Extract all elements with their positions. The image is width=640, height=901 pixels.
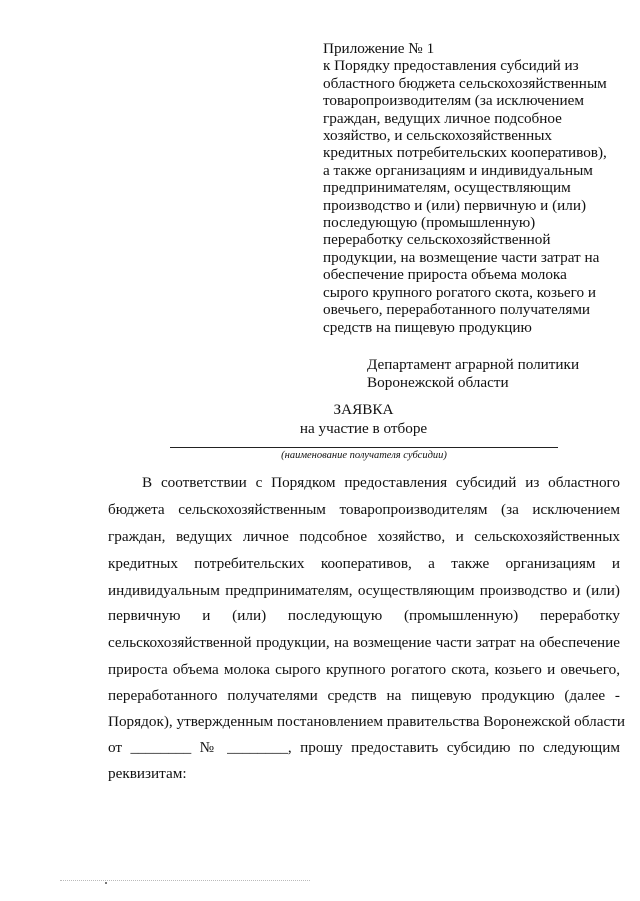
body-line: кредитных потребительских кооперативов, а также организациям и xyxy=(108,555,620,572)
appendix-line: овечьего, переработанного получателями xyxy=(323,301,591,319)
appendix-line: граждан, ведущих личное подсобное xyxy=(323,109,562,127)
body-line: переработанного получателями средств на пищевую продукцию (далее - xyxy=(108,687,620,704)
appendix-line: хозяйство, и сельскохозяйственных xyxy=(323,127,552,145)
appendix-block xyxy=(323,40,623,336)
scan-edge-line xyxy=(60,880,310,881)
body-line: реквизитам: xyxy=(108,765,187,782)
recipient-name-line xyxy=(170,447,558,448)
appendix-line: Приложение № 1 xyxy=(323,40,435,57)
appendix-line: кредитных потребительских кооперативов), xyxy=(323,144,607,162)
addressee-line: Воронежской области xyxy=(367,374,509,391)
body-line: граждан, ведущих личное подсобное хозяйство, и сельскохозяйственных xyxy=(108,528,620,545)
appendix-line: средств на пищевую продукцию xyxy=(323,318,532,336)
appendix-line: сырого крупного рогатого скота, козьего и xyxy=(323,283,597,301)
body-line: сельскохозяйственной продукции, на возмещение части затрат на обеспечение xyxy=(108,634,620,651)
body-line: индивидуальным предпринимателям, осуществляющим производство и (или) xyxy=(108,582,620,599)
body-line: бюджета сельскохозяйственным товаропроизводителям (за исключением xyxy=(108,501,620,518)
recipient-name-caption: (наименование получателя субсидии) xyxy=(281,450,447,461)
body-line: первичную и (или) последующую (промышленную) переработку xyxy=(108,607,620,624)
appendix-line: а также организациям и индивидуальным xyxy=(323,161,593,179)
appendix-line: предпринимателям, осуществляющим xyxy=(323,179,571,197)
body-line: прироста объема молока сырого крупного рогатого скота, козьего и овечьего, xyxy=(108,661,620,678)
addressee-line: Департамент аграрной политики xyxy=(367,356,580,373)
body-line: Порядок), утвержденным постановлением правительства Воронежской области xyxy=(108,713,625,730)
document-subtitle: на участие в отборе xyxy=(299,420,428,437)
addressee-block xyxy=(367,356,627,392)
scan-dot xyxy=(105,882,107,884)
body-line: от ________ № ________, прошу предоставить субсидию по следующим xyxy=(108,739,620,756)
appendix-line: производство и (или) первичную и (или) xyxy=(323,196,587,214)
appendix-line: областного бюджета сельскохозяйственным xyxy=(323,74,607,92)
appendix-line: обеспечение прироста объема молока xyxy=(323,266,567,284)
body-line: В соответствии с Порядком предоставления субсидий из областного xyxy=(142,474,620,491)
appendix-line: переработку сельскохозяйственной xyxy=(323,231,551,249)
document-title: ЗАЯВКА xyxy=(333,401,394,418)
appendix-line: последующую (промышленную) xyxy=(323,214,536,232)
appendix-line: товаропроизводителям (за исключением xyxy=(323,92,584,110)
appendix-line: продукции, на возмещение части затрат на xyxy=(323,248,600,266)
appendix-line: к Порядку предоставления субсидий из xyxy=(323,57,579,75)
